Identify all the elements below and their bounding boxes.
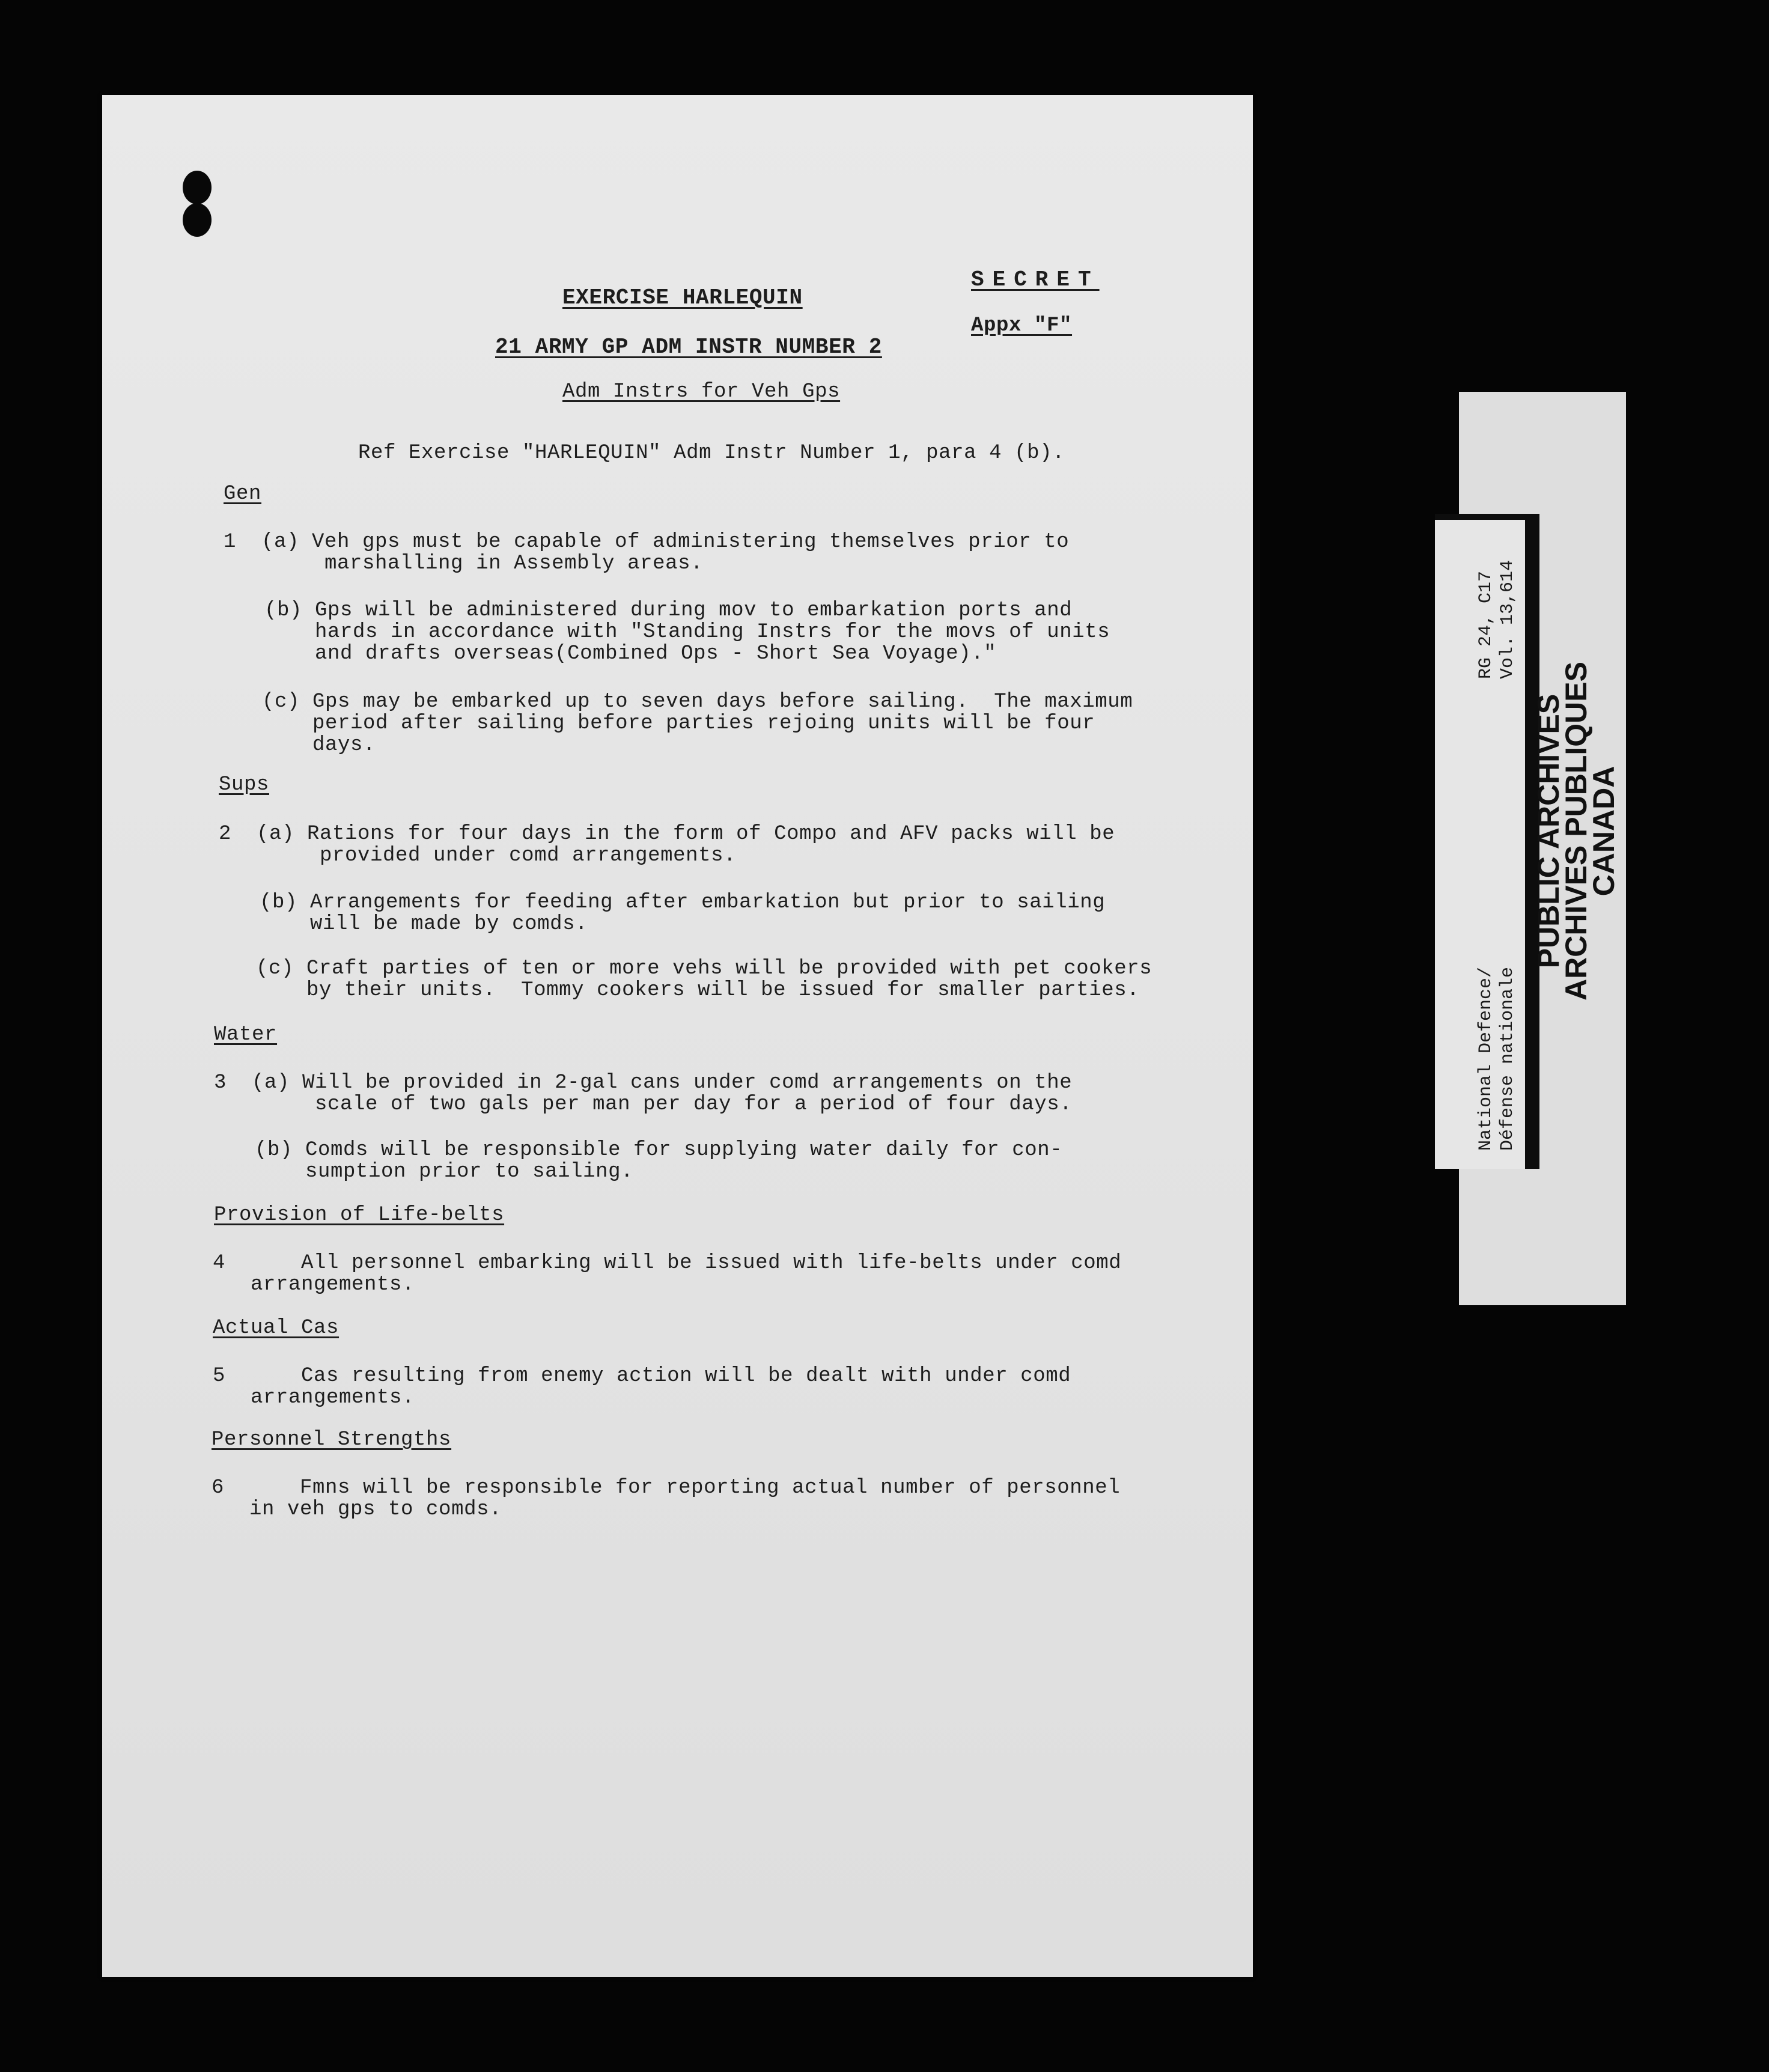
paragraph-5: 5 Cas resulting from enemy action will be dealt with under comd arrangements.	[213, 1365, 1071, 1409]
paragraph-2c: (c) Craft parties of ten or more vehs will be provided with pet cookers by their units. Tommy cookers will be issued for smaller parties.	[256, 957, 1152, 1002]
paragraph-1a: 1 (a) Veh gps must be capable of administering themselves prior to marshalling in Assembly areas.	[224, 531, 1070, 575]
section-heading-gen: Gen	[224, 483, 262, 505]
paragraph-1b: (b) Gps will be administered during mov to embarkation ports and hards in accordance with "Standing Instrs for the movs of units and drafts overseas(Combined Ops - Short Sea Voyage)."	[264, 599, 1110, 665]
archive-reference: RG 24, C17 Vol. 13,614	[1476, 559, 1518, 679]
section-heading-lifebelts: Provision of Life-belts	[214, 1204, 505, 1226]
paragraph-4: 4 All personnel embarking will be issued with life-belts under comd arrangements.	[213, 1252, 1122, 1296]
paragraph-3a: 3 (a) Will be provided in 2-gal cans under comd arrangements on the scale of two gals per man per day for a period of four days.	[214, 1071, 1073, 1116]
classification-marking: SECRET	[971, 267, 1100, 292]
punch-hole-bottom	[183, 203, 212, 237]
punch-hole-top	[183, 171, 212, 204]
appendix-label: Appx "F"	[971, 314, 1073, 337]
paragraph-2b: (b) Arrangements for feeding after embarkation but prior to sailing will be made by comds.	[260, 891, 1106, 936]
reference-line: Ref Exercise "HARLEQUIN" Adm Instr Number 1, para 4 (b).	[358, 442, 1065, 465]
subject-title: Adm Instrs for Veh Gps	[562, 380, 841, 403]
paragraph-2a: 2 (a) Rations for four days in the form of Compo and AFV packs will be provided under comd arrangements.	[219, 823, 1115, 867]
archive-institution-stamp: PUBLIC ARCHIVES ARCHIVES PUBLIQUES CANADA	[1532, 662, 1621, 1001]
instruction-title: 21 ARMY GP ADM INSTR NUMBER 2	[495, 335, 882, 359]
paragraph-6: 6 Fmns will be responsible for reporting actual number of personnel in veh gps to comds.	[212, 1476, 1121, 1521]
exercise-title: EXERCISE HARLEQUIN	[562, 285, 803, 310]
archive-department: National Defence/ Défense nationale	[1476, 966, 1518, 1151]
paragraph-1c: (c) Gps may be embarked up to seven days before sailing. The maximum period after sailing before parties rejoing units will be four days.	[262, 690, 1133, 757]
paragraph-3b: (b) Comds will be responsible for supplying water daily for con- sumption prior to sailing.	[255, 1139, 1063, 1183]
section-heading-cas: Actual Cas	[213, 1317, 339, 1339]
section-heading-strengths: Personnel Strengths	[212, 1428, 452, 1451]
section-heading-sups: Sups	[219, 773, 270, 796]
document-page	[102, 95, 1253, 1977]
section-heading-water: Water	[214, 1023, 278, 1046]
